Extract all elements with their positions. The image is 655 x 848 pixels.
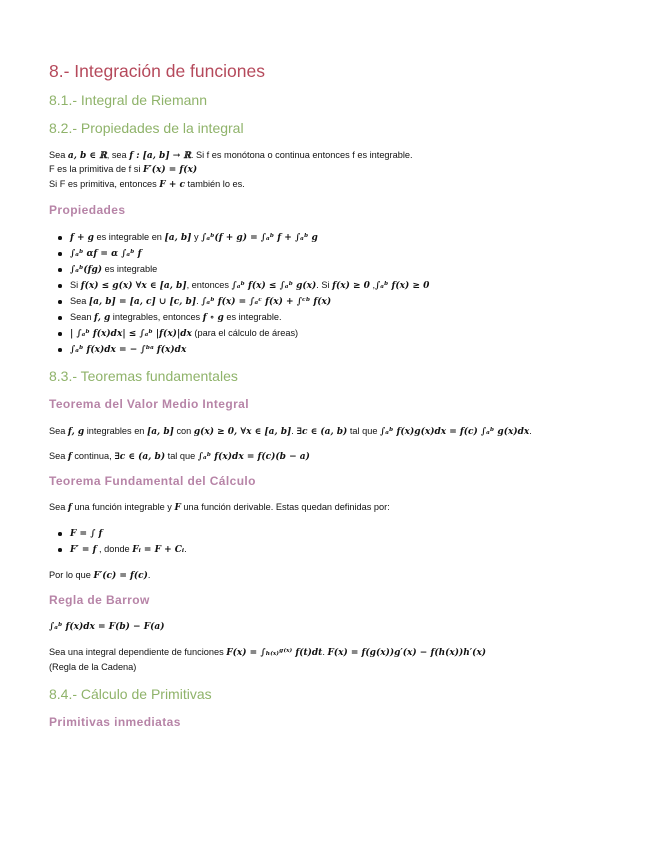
tvm-statement bbox=[49, 450, 310, 464]
section-8-2-heading: 8.2.- Propiedades de la integral bbox=[49, 120, 244, 136]
math-expression: f ∘ g bbox=[202, 313, 224, 323]
section-8-1-heading: 8.1.- Integral de Riemann bbox=[49, 92, 207, 108]
text-run: , donde bbox=[96, 544, 133, 554]
bullet bbox=[58, 532, 62, 536]
text-run: . bbox=[291, 426, 297, 436]
text-run: Sea bbox=[49, 426, 68, 436]
math-expression: a, b ∈ ℝ bbox=[67, 151, 107, 161]
intro-line bbox=[49, 178, 245, 192]
math-expression: ∫ₐᵇ f(x) = ∫ₐᶜ f(x) + ∫ᶜᵇ f(x) bbox=[201, 297, 332, 307]
text-run: , entonces bbox=[186, 280, 232, 290]
tfc-heading: Teorema Fundamental del Cálculo bbox=[49, 474, 256, 488]
math-expression: F bbox=[174, 503, 181, 513]
math-expression: f bbox=[67, 452, 72, 462]
intro-line bbox=[49, 163, 197, 177]
text-run: . Si f es monótona o continua entonces f es integrable. bbox=[190, 150, 413, 160]
text-run: con bbox=[173, 426, 194, 436]
math-expression: f bbox=[67, 503, 72, 513]
text-run: es integrable bbox=[102, 264, 158, 274]
section-8-4-heading: 8.4.- Cálculo de Primitivas bbox=[49, 686, 212, 702]
bullet bbox=[58, 548, 62, 552]
math-expression: f, g bbox=[94, 313, 111, 323]
tfc-item bbox=[70, 543, 187, 557]
math-expression: ∫ₐᵇ(fg) bbox=[70, 265, 103, 275]
barrow-formula bbox=[49, 620, 164, 634]
tvm-heading: Teorema del Valor Medio Integral bbox=[49, 397, 249, 411]
chain-rule-note: (Regla de la Cadena) bbox=[49, 662, 137, 672]
text-run: integrables, entonces bbox=[110, 312, 203, 322]
bullet bbox=[58, 300, 62, 304]
text-run: integrables en bbox=[84, 426, 147, 436]
math-expression: ∫ₐᵇ αf = α ∫ₐᵇ f bbox=[70, 249, 142, 259]
intro-line bbox=[49, 149, 413, 163]
property-item bbox=[70, 247, 142, 261]
page-title: 8.- Integración de funciones bbox=[49, 61, 265, 81]
math-expression: Fᵢ = F + Cᵢ bbox=[132, 545, 185, 555]
text-run: es integrable en bbox=[93, 232, 165, 242]
math-expression: [a, b] bbox=[164, 233, 192, 243]
math-expression: ∫ₐᵇ f(x) ≤ ∫ₐᵇ g(x) bbox=[231, 281, 317, 291]
text-run: una función integrable y bbox=[71, 502, 175, 512]
properties-heading: Propiedades bbox=[49, 203, 126, 217]
property-item bbox=[70, 231, 318, 245]
math-expression: F′(c) = f(c) bbox=[93, 571, 148, 581]
math-expression: F(x) = f(g(x))g′(x) − f(h(x))h′(x) bbox=[327, 648, 487, 658]
bullet bbox=[58, 236, 62, 240]
text-run: Si F es primitiva, entonces bbox=[49, 179, 160, 189]
text-run: Sean bbox=[70, 312, 95, 322]
math-expression: g(x) ≥ 0, ∀x ∈ [a, b] bbox=[193, 427, 292, 437]
bullet bbox=[58, 252, 62, 256]
text-run: (para el cálculo de áreas) bbox=[191, 328, 299, 338]
math-expression: f(x) ≥ 0 bbox=[332, 281, 370, 291]
primitives-heading: Primitivas inmediatas bbox=[49, 715, 181, 729]
text-run: , sea bbox=[106, 150, 130, 160]
text-run: Por lo que bbox=[49, 570, 94, 580]
property-item bbox=[70, 327, 298, 341]
math-expression: ∃c ∈ (a, b) bbox=[114, 452, 166, 462]
text-run: Sea bbox=[49, 150, 68, 160]
tfc-item bbox=[70, 527, 102, 541]
math-expression: ∫ₐᵇ(f + g) = ∫ₐᵇ f + ∫ₐᵇ g bbox=[201, 233, 318, 243]
text-run: tal que bbox=[347, 426, 381, 436]
math-expression: f : [a, b] → ℝ bbox=[129, 151, 191, 161]
text-run: Sea bbox=[70, 296, 89, 306]
section-8-3-heading: 8.3.- Teoremas fundamentales bbox=[49, 368, 238, 384]
text-run: Si bbox=[70, 280, 81, 290]
bullet bbox=[58, 332, 62, 336]
text-run: Sea una integral dependiente de funciones bbox=[49, 647, 227, 657]
tfc-conclusion bbox=[49, 569, 150, 583]
math-expression: ∫ₐᵇ f(x)g(x)dx = f(c) ∫ₐᵇ g(x)dx bbox=[380, 427, 530, 437]
property-item bbox=[70, 343, 186, 357]
math-expression: ∃c ∈ (a, b) bbox=[296, 427, 348, 437]
text-run: continua, bbox=[71, 451, 115, 461]
math-expression: [a, b] bbox=[146, 427, 174, 437]
math-expression: f + g bbox=[70, 233, 94, 243]
text-run: y bbox=[191, 232, 202, 242]
property-item bbox=[70, 295, 331, 309]
text-run: , bbox=[369, 280, 376, 290]
math-expression: F + c bbox=[159, 180, 185, 190]
bullet bbox=[58, 284, 62, 288]
barrow-heading: Regla de Barrow bbox=[49, 593, 150, 607]
text-run: tal que bbox=[165, 451, 198, 461]
math-expression: ∫ₐᵇ f(x) ≥ 0 bbox=[375, 281, 430, 291]
math-expression: F′ = f bbox=[70, 545, 97, 555]
property-item bbox=[70, 311, 282, 325]
chain-rule-line bbox=[49, 646, 486, 660]
math-expression: ∫ₐᵇ f(x)dx = F(b) − F(a) bbox=[49, 622, 165, 632]
text-run: . bbox=[196, 296, 202, 306]
bullet bbox=[58, 348, 62, 352]
math-expression: ∫ₐᵇ f(x)dx = f(c)(b − a) bbox=[197, 452, 310, 462]
text-run: es integrable. bbox=[223, 312, 282, 322]
bullet bbox=[58, 316, 62, 320]
property-item bbox=[70, 263, 157, 277]
math-expression: f(x) ≤ g(x) ∀x ∈ [a, b] bbox=[80, 281, 187, 291]
text-run: . bbox=[322, 647, 328, 657]
math-expression: | ∫ₐᵇ f(x)dx| ≤ ∫ₐᵇ |f(x)|dx bbox=[70, 329, 192, 339]
tfc-intro bbox=[49, 501, 390, 515]
text-run: . Si bbox=[316, 280, 333, 290]
text-run: . bbox=[529, 426, 532, 436]
math-expression: f, g bbox=[67, 427, 85, 437]
text-run: F es la primitiva de f si bbox=[49, 164, 143, 174]
text-run: una función derivable. Estas quedan definidas por: bbox=[180, 502, 390, 512]
math-expression: ∫ₐᵇ f(x)dx = − ∫ᵇᵃ f(x)dx bbox=[70, 345, 187, 355]
bullet bbox=[58, 268, 62, 272]
text-run: . bbox=[147, 570, 151, 580]
math-expression: F = ∫ f bbox=[70, 529, 103, 539]
text-run: también lo es. bbox=[184, 179, 245, 189]
math-expression: [a, b] = [a, c] ∪ [c, b] bbox=[88, 297, 197, 307]
math-expression: F(x) = ∫ₕ₍ₓ₎ᵍ⁽ˣ⁾ f(t)dt bbox=[226, 648, 323, 658]
math-expression: F′(x) = f(x) bbox=[142, 165, 198, 175]
tvm-statement bbox=[49, 425, 532, 439]
property-item bbox=[70, 279, 429, 293]
text-run: Sea bbox=[49, 451, 68, 461]
text-run: . bbox=[184, 544, 187, 554]
text-run: Sea bbox=[49, 502, 68, 512]
